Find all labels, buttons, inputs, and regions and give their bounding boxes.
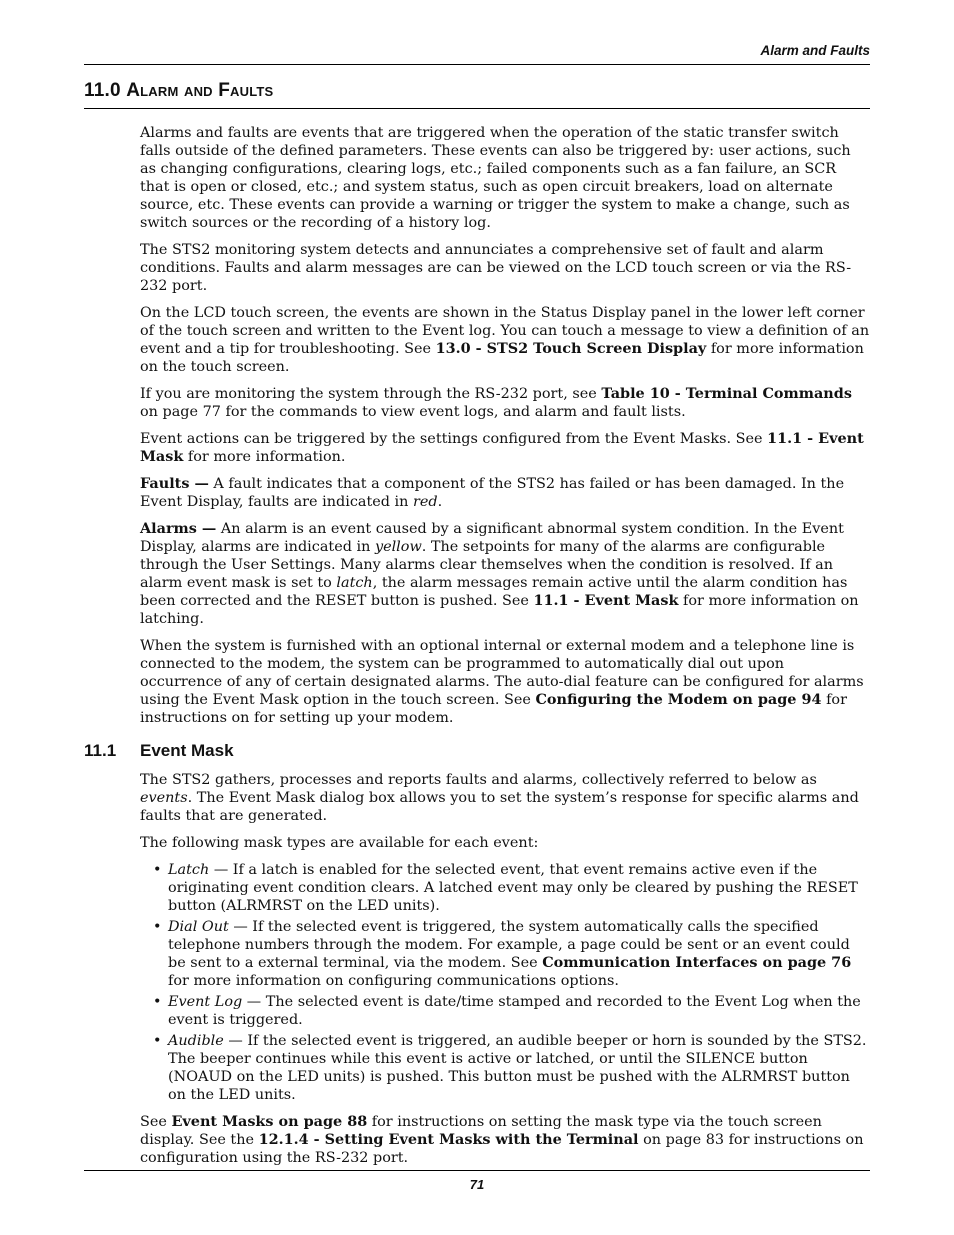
running-header: Alarm and Faults — [760, 43, 870, 58]
subsection-title-text: Event Mask — [140, 741, 234, 760]
mask-term: Dial Out — [168, 919, 229, 935]
list-item-latch: • Latch — If a latch is enabled for the selected event, that event remains active even if the originating event condition clears. A latched event may only be cleared by pushing the RESET button (ALRMRST on the LED units). — [153, 862, 858, 914]
cross-reference: 11.1 - Event Mask — [533, 592, 679, 609]
list-item-event-log: • Event Log — The selected event is date/time stamped and recorded to the Event Log when the event is triggered. — [153, 994, 861, 1028]
cross-reference: Communication Interfaces on page 76 — [542, 954, 852, 971]
bullet: • — [153, 1033, 162, 1049]
paragraph-monitoring: The STS2 monitoring system detects and annunciates a comprehensive set of fault and alarm conditions. Faults and alarm messages are can be viewed on the LCD touch screen or via the RS-232 port. — [140, 242, 852, 294]
mask-term: Latch — [168, 862, 210, 878]
cross-reference: 11.1 - Event Mask — [140, 430, 864, 465]
mask-term: Audible — [168, 1033, 224, 1049]
paragraph-event-actions: Event actions can be triggered by the settings configured from the Event Masks. See 11.1 - Event Mask for more information. — [140, 430, 864, 465]
section-title — [84, 80, 273, 102]
cross-reference: 13.0 - STS2 Touch Screen Display — [435, 340, 707, 357]
title-rule — [84, 108, 870, 109]
mask-type-list — [140, 861, 870, 1104]
cross-reference: Configuring the Modem on page 94 — [535, 691, 822, 708]
section-title-word-1: Alarm — [126, 80, 179, 101]
paragraph-mask-types: The following mask types are available for each event: — [140, 835, 539, 851]
bullet: • — [153, 994, 162, 1010]
term-alarms: Alarms — — [140, 520, 217, 537]
body-text — [84, 124, 870, 1176]
paragraph-see-also: See Event Masks on page 88 for instructions on setting the mask type via the touch screen display. See the 12.1.4 - Setting Event Masks with the Terminal on page 83 for instructions on configuration using the RS-232 port. — [140, 1113, 864, 1166]
paragraph-intro: Alarms and faults are events that are triggered when the operation of the static transfer switch falls outside of the defined parameters. These events can also be triggered by: user actions, such as changing configurations, clearing logs, etc.; failed components such as a fan failure, an SCR that is open or closed, etc.; and system status, such as open circuit breakers, load on alternate source, etc. These events can provide a warning or trigger the system to make a change, such as switch sources or the recording of a history log. — [140, 125, 851, 231]
footer-rule — [84, 1170, 870, 1171]
cross-reference: 12.1.4 - Setting Event Masks with the Terminal — [258, 1131, 639, 1148]
paragraph-rs232: If you are monitoring the system through the RS-232 port, see Table 10 - Terminal Commands on page 77 for the commands to view event logs, and alarm and fault lists. — [140, 385, 852, 420]
section-title-word-2: and — [183, 80, 213, 101]
paragraph-modem: When the system is furnished with an optional internal or external modem and a telephone line is connected to the modem, the system can be programmed to automatically dial out upon occurrence of any of certain designated alarms. The auto-dial feature can be configured for alarms using the Event Mask option in the touch screen. See Configuring the Modem on page 94 for instructions on for setting up your modem. — [140, 638, 864, 726]
page-number: 71 — [469, 1177, 485, 1192]
bullet: • — [153, 862, 162, 878]
header-rule — [84, 64, 870, 65]
cross-reference: Event Masks on page 88 — [171, 1113, 368, 1130]
subsection-number: 11.1 — [84, 741, 117, 760]
subsection-title — [84, 740, 870, 762]
bullet: • — [153, 919, 162, 935]
cross-reference: Table 10 - Terminal Commands — [601, 385, 852, 402]
paragraph-event-mask-intro: The STS2 gathers, processes and reports faults and alarms, collectively referred to below as events. The Event Mask dialog box allows you to set the system’s response for specific alarms and faults that are generated. — [140, 772, 859, 824]
paragraph-faults: Faults — A fault indicates that a component of the STS2 has failed or has been damaged. In the Event Display, faults are indicated in red. — [140, 475, 845, 510]
list-item-audible: • Audible — If the selected event is triggered, an audible beeper or horn is sounded by the STS2. The beeper continues while this event is active or latched, or until the SILENCE button (NOAUD on the LED units) is pushed. This button must be pushed with the ALRMRST button on the LED units. — [153, 1033, 867, 1103]
section-title-word-3: Faults — [218, 80, 274, 101]
section-number: 11.0 — [84, 80, 121, 101]
list-item-dial-out: • Dial Out — If the selected event is triggered, the system automatically calls the specified telephone numbers through the modem. For example, a page could be sent or an event could be sent to a external terminal, via the modem. See Communication Interfaces on page 76 for more information on configuring communications options. — [153, 919, 852, 989]
paragraph-touch-screen: On the LCD touch screen, the events are shown in the Status Display panel in the lower left corner of the touch screen and written to the Event log. You can touch a message to view a definition of an event and a tip for troubleshooting. See 13.0 - STS2 Touch Screen Display for more information on the touch screen. — [140, 305, 870, 375]
mask-term: Event Log — [168, 994, 243, 1010]
paragraph-alarms: Alarms — An alarm is an event caused by a significant abnormal system condition. In the Event Display, alarms are indicated in yellow. The setpoints for many of the alarms are configurable through the User Settings. Many alarms clear themselves when the condition is resolved. If an alarm event mask is set to latch, the alarm messages remain active until the alarm condition has been corrected and the RESET button is pushed. See 11.1 - Event Mask for more information on latching. — [140, 520, 859, 627]
term-faults: Faults — — [140, 475, 209, 492]
